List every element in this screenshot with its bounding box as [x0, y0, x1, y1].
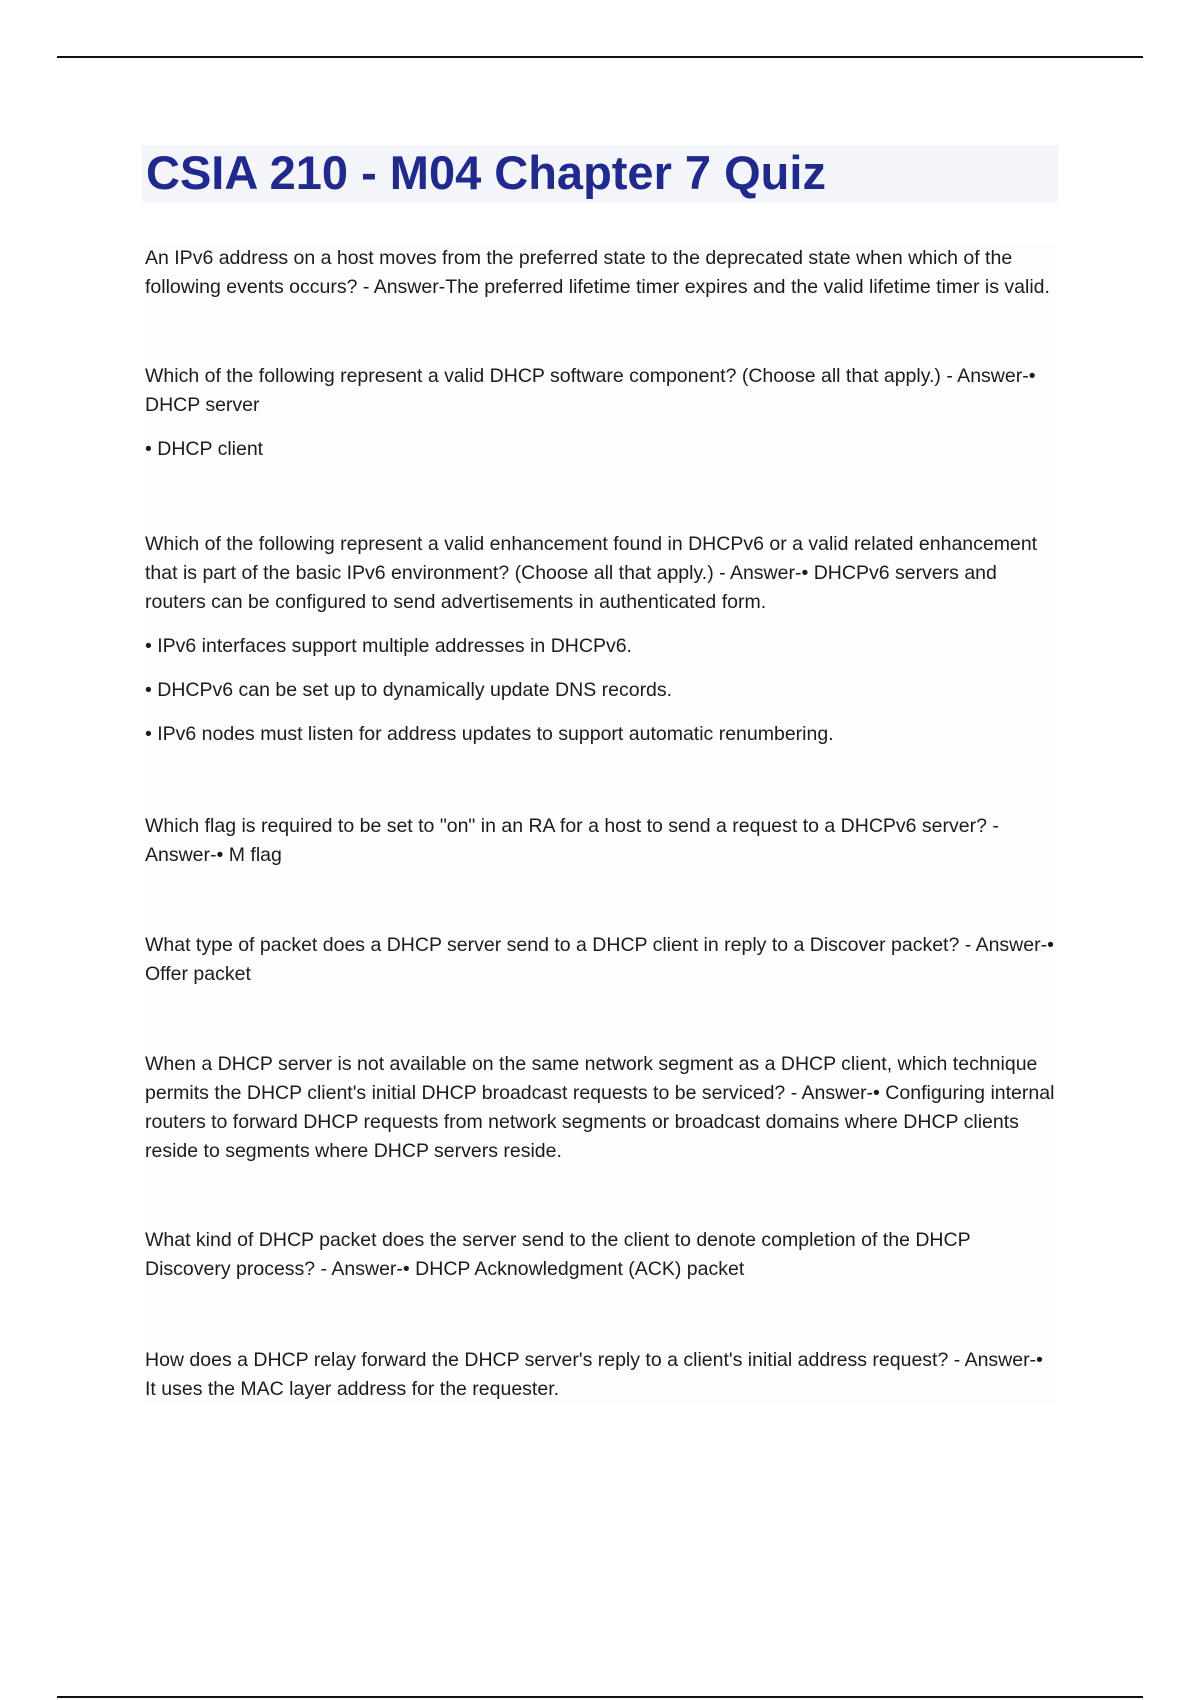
question-text: When a DHCP server is not available on the same network segment as a DHCP client, which technique permits the DHCP client's initial DHCP broadcast requests to be serviced? - Answer-• Configuring internal routers to forward DHCP requests from network segments or broadcast domains where DHCP clients reside to segments where DHCP servers reside. — [145, 1053, 1055, 1162]
question-6 — [145, 1050, 1055, 1166]
question-text: What kind of DHCP packet does the server send to the client to denote completion of the DHCP Discovery process? - Answer-• DHCP Acknowledgment (ACK) packet — [145, 1229, 971, 1280]
question-text: How does a DHCP relay forward the DHCP server's reply to a client's initial address request? - Answer-• It uses the MAC layer address for the requester. — [145, 1349, 1043, 1400]
answer-bullet: • DHCPv6 can be set up to dynamically update DNS records. — [145, 679, 673, 701]
question-text: Which of the following represent a valid enhancement found in DHCPv6 or a valid related enhancement that is part of the basic IPv6 environment? (Choose all that apply.) - Answer-• DHCPv6 servers and routers can be configured to send advertisements in authenticated form. — [145, 533, 1038, 613]
question-4 — [145, 812, 1055, 870]
question-text: Which flag is required to be set to "on" in an RA for a host to send a request to a DHCPv6 server? - Answer-• M flag — [145, 815, 999, 866]
question-2 — [145, 362, 1055, 464]
question-1 — [145, 244, 1055, 302]
question-text: An IPv6 address on a host moves from the preferred state to the deprecated state when which of the following events occurs? - Answer-The preferred lifetime timer expires and the valid lifetime timer is valid. — [145, 247, 1050, 298]
answer-bullet: • DHCP client — [145, 438, 264, 460]
answer-bullet: • IPv6 interfaces support multiple addresses in DHCPv6. — [145, 635, 632, 657]
question-5 — [145, 931, 1055, 989]
question-3 — [145, 530, 1055, 749]
question-text: Which of the following represent a valid DHCP software component? (Choose all that apply.) - Answer-• DHCP server — [145, 365, 1036, 416]
question-text: What type of packet does a DHCP server send to a DHCP client in reply to a Discover packet? - Answer-• Offer packet — [145, 934, 1054, 985]
bottom-rule — [57, 1696, 1143, 1698]
question-7 — [145, 1226, 1055, 1284]
quiz-content — [145, 244, 1055, 1404]
page-title: CSIA 210 - M04 Chapter 7 Quiz — [146, 146, 826, 199]
top-rule — [57, 56, 1143, 58]
answer-bullet: • IPv6 nodes must listen for address updates to support automatic renumbering. — [145, 723, 834, 745]
question-8 — [145, 1346, 1055, 1404]
